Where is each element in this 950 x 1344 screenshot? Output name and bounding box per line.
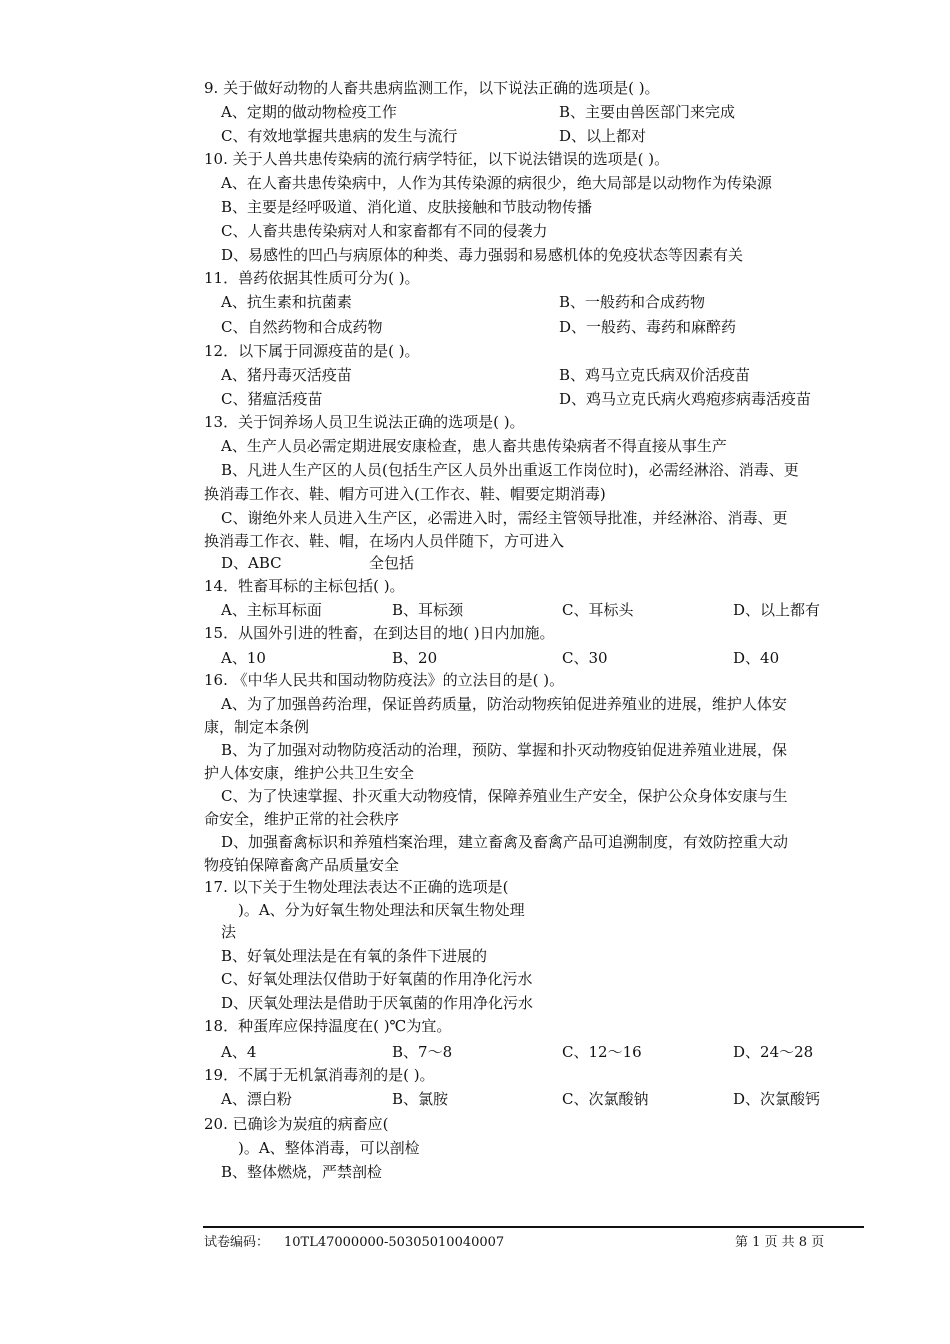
question-13-option-d-text: 全包括 bbox=[369, 554, 415, 572]
question-19-option-b: B、氯胺 bbox=[392, 1090, 449, 1108]
question-17-option-c: C、好氧处理法仅借助于好氧菌的作用净化污水 bbox=[221, 970, 533, 988]
footer-divider bbox=[203, 1226, 864, 1228]
question-12-option-d: D、鸡马立克氏病火鸡疱疹病毒活疫苗 bbox=[559, 390, 812, 408]
question-20-stem: 20. 已确诊为炭疽的病畜应( bbox=[204, 1115, 389, 1133]
question-16-option-b-line1: B、为了加强对动物防疫活动的治理，预防、掌握和扑灭动物疫铂促进养殖业进展，保 bbox=[221, 741, 788, 759]
question-9-option-c: C、有效地掌握共患病的发生与流行 bbox=[221, 127, 458, 145]
question-18-option-d: D、24～28 bbox=[733, 1043, 814, 1061]
question-19-option-a: A、漂白粉 bbox=[221, 1090, 292, 1108]
question-14-stem: 14．牲畜耳标的主标包括( )。 bbox=[204, 577, 405, 595]
question-19-option-c: C、次氯酸钠 bbox=[562, 1090, 649, 1108]
question-16-option-a-line1: A、为了加强兽药治理，保证兽药质量，防治动物疾铂促进养殖业的进展，维护人体安 bbox=[221, 695, 787, 713]
question-16-option-b-line2: 护人体安康，维护公共卫生安全 bbox=[204, 764, 415, 782]
question-18-option-b: B、7～8 bbox=[392, 1043, 453, 1061]
question-13-option-c-line1: C、谢绝外来人员进入生产区，必需进入时，需经主管领导批准，并经淋浴、消毒、更 bbox=[221, 509, 788, 527]
question-9-option-a: A、定期的做动物检疫工作 bbox=[221, 103, 397, 121]
question-13-stem: 13．关于饲养场人员卫生说法正确的选项是( )。 bbox=[204, 413, 525, 431]
question-15-stem: 15．从国外引进的牲畜，在到达目的地( )日内加施。 bbox=[204, 624, 555, 642]
footer-code-value: 10TL47000000-50305010040007 bbox=[284, 1235, 505, 1250]
question-16-option-d-line1: D、加强畜禽标识和养殖档案治理，建立畜禽及畜禽产品可追溯制度，有效防控重大动 bbox=[221, 833, 789, 851]
question-18-option-c: C、12～16 bbox=[562, 1043, 642, 1061]
question-11-option-b: B、一般药和合成药物 bbox=[559, 293, 706, 311]
footer-code-label: 试卷编码： bbox=[204, 1235, 270, 1250]
question-15-option-d: D、40 bbox=[733, 649, 780, 667]
question-12-option-a: A、猪丹毒灭活疫苗 bbox=[221, 366, 352, 384]
question-11-option-c: C、自然药物和合成药物 bbox=[221, 318, 383, 336]
question-12-option-c: C、猪瘟活疫苗 bbox=[221, 390, 323, 408]
question-9-stem: 9. 关于做好动物的人畜共患病监测工作，以下说法正确的选项是( )。 bbox=[204, 79, 660, 97]
footer-page-info: 第 1 页 共 8 页 bbox=[735, 1235, 825, 1250]
question-9-option-d: D、以上都对 bbox=[559, 127, 647, 145]
question-15-option-a: A、10 bbox=[221, 649, 266, 667]
question-16-option-d-line2: 物疫铂保障畜禽产品质量安全 bbox=[204, 856, 400, 874]
question-14-option-b: B、耳标颈 bbox=[392, 601, 464, 619]
question-13-option-b-line1: B、凡进人生产区的人员(包括生产区人员外出重返工作岗位时)，必需经淋浴、消毒、更 bbox=[221, 461, 799, 479]
question-20-stem-line2: )。A、整体消毒，可以剖检 bbox=[238, 1139, 420, 1157]
question-15-option-b: B、20 bbox=[392, 649, 438, 667]
question-11-stem: 11．兽药依据其性质可分为( )。 bbox=[204, 269, 420, 287]
question-20-option-b: B、整体燃烧，严禁剖检 bbox=[221, 1163, 383, 1181]
question-17-stem-line2: )。A、分为好氧生物处理法和厌氧生物处理 bbox=[238, 901, 525, 919]
question-13-option-a: A、生产人员必需定期进展安康检查，患人畜共患传染病者不得直接从事生产 bbox=[221, 437, 727, 455]
question-16-option-c-line1: C、为了快速掌握、扑灭重大动物疫情，保障养殖业生产安全，保护公众身体安康与生 bbox=[221, 787, 788, 805]
question-13-option-d-label: D、ABC bbox=[221, 554, 282, 572]
question-13-option-c-line2: 换消毒工作衣、鞋、帽，在场内人员伴随下，方可进入 bbox=[204, 532, 565, 550]
question-10-stem: 10. 关于人兽共患传染病的流行病学特征，以下说法错误的选项是( )。 bbox=[204, 150, 670, 168]
question-16-option-c-line2: 命安全，维护正常的社会秩序 bbox=[204, 810, 400, 828]
question-12-stem: 12．以下属于同源疫苗的是( )。 bbox=[204, 342, 420, 360]
question-10-option-b: B、主要是经呼吸道、消化道、皮肤接触和节肢动物传播 bbox=[221, 198, 593, 216]
question-10-option-d: D、易感性的凹凸与病原体的种类、毒力强弱和易感机体的免疫状态等因素有关 bbox=[221, 246, 744, 264]
question-14-option-c: C、耳标头 bbox=[562, 601, 634, 619]
question-11-option-a: A、抗生素和抗菌素 bbox=[221, 293, 352, 311]
question-17-stem: 17. 以下关于生物处理法表达不正确的选项是( bbox=[204, 878, 509, 896]
question-16-option-a-line2: 康，制定本条例 bbox=[204, 718, 310, 736]
question-19-option-d: D、次氯酸钙 bbox=[733, 1090, 821, 1108]
question-9-option-b: B、主要由兽医部门来完成 bbox=[559, 103, 736, 121]
question-14-option-a: A、主标耳标面 bbox=[221, 601, 322, 619]
question-18-option-a: A、4 bbox=[221, 1043, 257, 1061]
question-16-stem: 16. 《中华人民共和国动物防疫法》的立法目的是( )。 bbox=[204, 671, 565, 689]
question-13-option-b-line2: 换消毒工作衣、鞋、帽方可进入(工作衣、鞋、帽要定期消毒) bbox=[204, 485, 606, 503]
question-17-option-b: B、好氧处理法是在有氧的条件下进展的 bbox=[221, 947, 488, 965]
question-12-option-b: B、鸡马立克氏病双价活疫苗 bbox=[559, 366, 751, 384]
question-10-option-c: C、人畜共患传染病对人和家畜都有不同的侵袭力 bbox=[221, 222, 548, 240]
question-15-option-c: C、30 bbox=[562, 649, 608, 667]
question-11-option-d: D、一般药、毒药和麻醉药 bbox=[559, 318, 737, 336]
question-14-option-d: D、以上都有 bbox=[733, 601, 821, 619]
question-17-stem-line3: 法 bbox=[221, 923, 237, 941]
question-18-stem: 18．种蛋库应保持温度在( )℃为宜。 bbox=[204, 1017, 452, 1035]
question-19-stem: 19．不属于无机氯消毒剂的是( )。 bbox=[204, 1066, 435, 1084]
question-17-option-d: D、厌氧处理法是借助于厌氧菌的作用净化污水 bbox=[221, 994, 534, 1012]
question-10-option-a: A、在人畜共患传染病中，人作为其传染源的病很少，绝大局部是以动物作为传染源 bbox=[221, 174, 772, 192]
